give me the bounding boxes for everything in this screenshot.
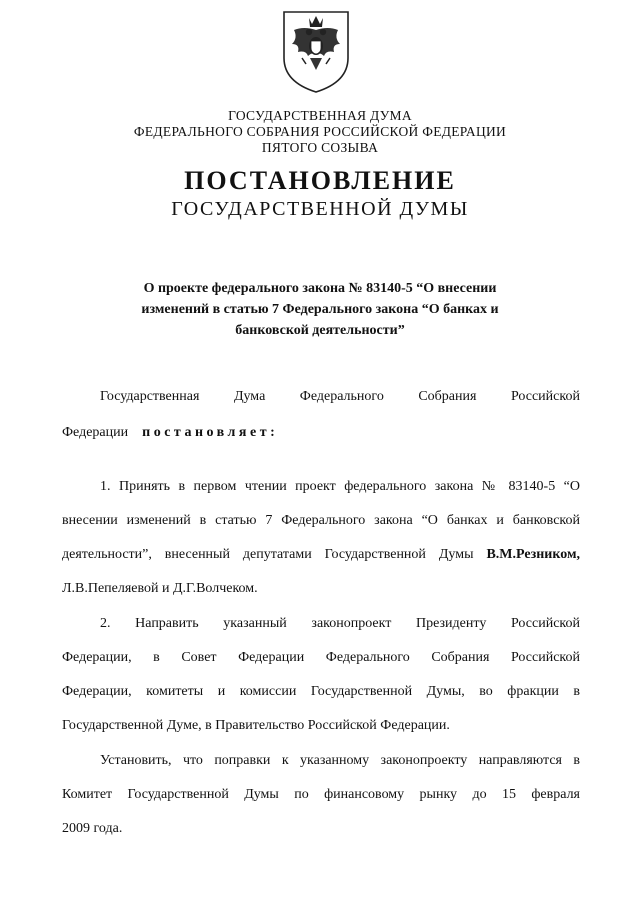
item2-line-1: 2. Направить указанный законопроект Президенту Российской (100, 616, 580, 631)
preamble-word: Дума (233, 389, 266, 404)
document-subtitle: ГОСУДАРСТВЕННОЙ ДУМЫ (171, 198, 469, 220)
document-title: ПОСТАНОВЛЕНИЕ (184, 166, 456, 195)
item1-line-3-text: деятельности”, внесенный депутатами Государственной Думы (62, 547, 487, 562)
item2-line-3: Федерации, комитеты и комиссии Государственной Думы, во фракции в (62, 684, 580, 699)
deputy-name: В.М.Резником, (486, 547, 580, 562)
preamble-word: Государственная (100, 389, 200, 404)
preamble-line-2 (62, 425, 580, 441)
header-line-3: ПЯТОГО СОЗЫВА (261, 140, 379, 155)
item2-line-2: Федерации, в Совет Федерации Федерального Собрания Российской (62, 650, 580, 665)
header-line-2: ФЕДЕРАЛЬНОГО СОБРАНИЯ РОССИЙСКОЙ ФЕДЕРАЦИИ (133, 124, 507, 139)
subject-line-2: изменений в статью 7 Федерального закона “О банках и (141, 302, 499, 317)
document-subject (0, 278, 640, 341)
coat-of-arms-emblem (276, 8, 356, 94)
item1-line-2: внесении изменений в статью 7 Федерального закона “О банках и банковской (62, 513, 580, 528)
subject-line-3: банковской деятельности” (235, 323, 405, 338)
amendments-line-3: 2009 года. (62, 821, 123, 836)
preamble-line-1 (100, 389, 580, 405)
amendments-line-2: Комитет Государственной Думы по финансовому рынку до 15 февраля (62, 787, 580, 802)
header-line-1: ГОСУДАРСТВЕННАЯ ДУМА (228, 108, 412, 123)
decree-word: постановляет: (142, 425, 279, 440)
item1-line-4: Л.В.Пепеляевой и Д.Г.Волчеком. (62, 581, 258, 596)
preamble-federation: Федерации (62, 425, 129, 440)
item1-line-1: 1. Принять в первом чтении проект федерального закона № 83140-5 “О (100, 479, 580, 494)
item1-line-3 (62, 547, 580, 563)
preamble-word: Российской (510, 389, 580, 404)
preamble-word: Федерального (299, 389, 384, 404)
item2-line-4: Государственной Думе, в Правительство Российской Федерации. (62, 718, 450, 733)
issuer-header (0, 108, 640, 156)
amendments-line-1: Установить, что поправки к указанному законопроекту направляются в (100, 753, 580, 768)
preamble-word: Собрания (418, 389, 477, 404)
subject-line-1: О проекте федерального закона № 83140-5 “О внесении (143, 281, 497, 296)
